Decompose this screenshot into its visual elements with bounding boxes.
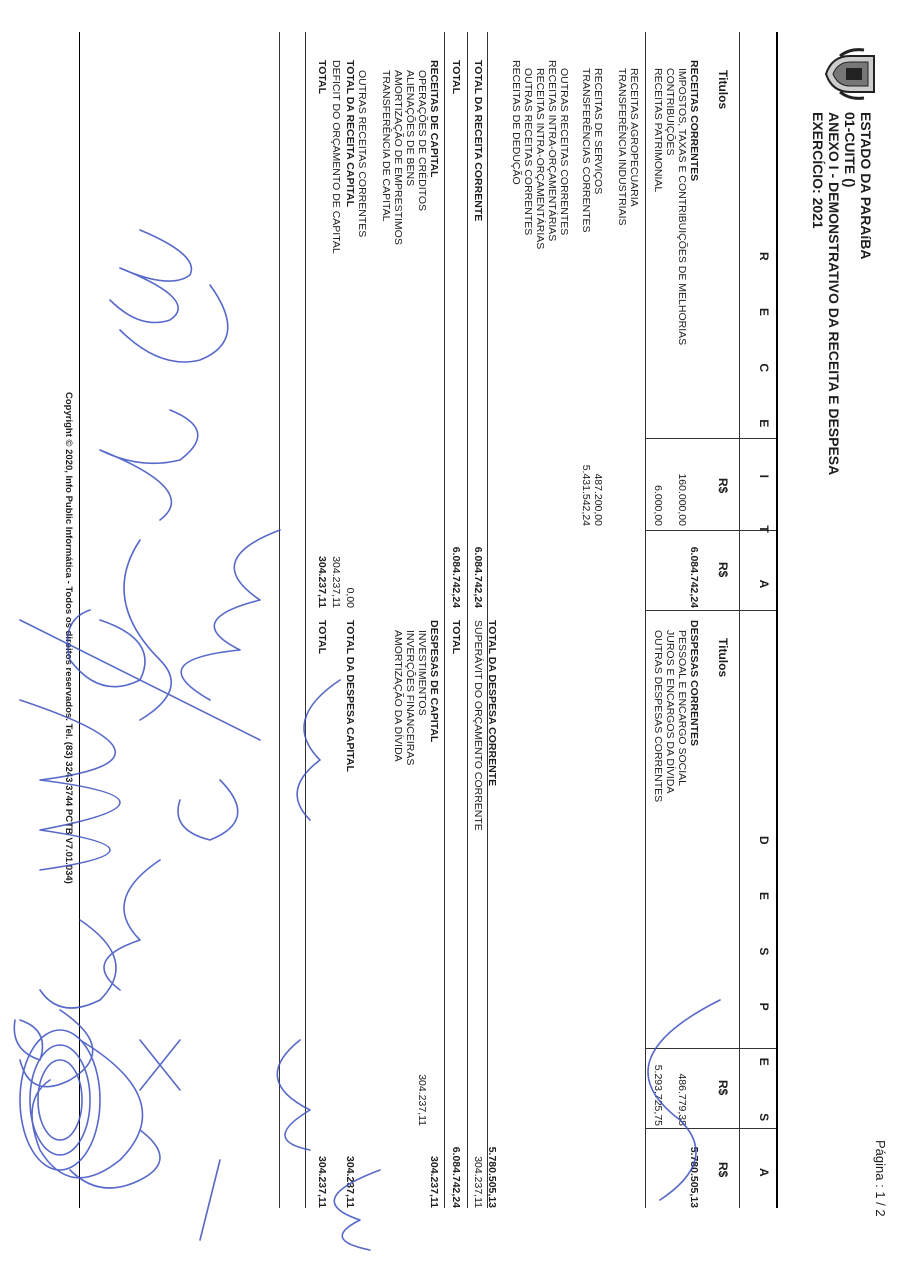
receita-row-label: RECEITAS PATRIMONIAL [652,68,664,193]
despesa-row-label: JUROS E ENCARGOS DA DÍVIDA [664,630,676,794]
receita-capital-label: TRANSFERÊNCIA DE CAPITAL [380,70,392,222]
page-label: Página : 1 / 2 [873,1140,888,1217]
despesa-superavit-value: 304.237,11 [472,1156,484,1208]
despesa-capital-label: INVESTIMENTOS [416,630,428,716]
despesa-total-capital-value: 304.237,11 [344,1156,356,1208]
receita-row-label: OUTRAS RECEITAS CORRENTES [522,68,534,236]
header-state: ESTADO DA PARAíBA [858,112,874,260]
receita-col-rs2: R$ [716,562,730,578]
despesa-row-label: DESPESAS CORRENTES [688,620,700,747]
despesa-capital-label: INVERÇÕES FINANCEIRAS [404,630,416,766]
receita-row-label: RECEITAS INTRA-ORÇAMENTÁRIAS [534,68,546,250]
receita-row-label: RECEITAS CORRENTES [688,60,700,182]
receita-col-titulos: Titulos [716,70,730,110]
receita-row-value: 487.200,00 [592,473,604,526]
receita-section-title: R E C E I T A [757,252,771,611]
receita-total-value: 6.084.742,24 [450,546,462,608]
receita-capital-label: ALIENAÇÕES DE BENS [404,70,416,187]
despesa-capital-value: 304.237,11 [428,1156,440,1208]
receita-total-corrente-label: TOTAL DA RECEITA CORRENTE [472,60,484,222]
despesa-row-label: OUTRAS DESPESAS CORRENTES [652,630,664,803]
receita-capital-label: OPERAÇÕES DE CRÉDITOS [416,70,428,212]
receita-row-label: RECEITAS AGROPECUARIA [628,68,640,207]
receita-row-value: 6.084.742,24 [688,546,700,608]
despesa-capital-label: AMORTIZAÇÃO DA DÍVIDA [392,630,404,762]
header-entity: 01-CUITE () [842,112,858,188]
despesa-total-label: TOTAL [450,620,462,655]
receita-row-label: TRANSFERÊNCIA INDUSTRIAIS [616,68,628,226]
receita-col-rs1: R$ [716,478,730,494]
receita-row-label: IMPOSTOS, TAXAS E CONTRIBUIÇÕES DE MELHORIAS [676,68,688,346]
despesa-row-label: PESSOAL E ENCARGO SOCIAL [676,630,688,786]
despesa-final-total-value: 304.237,11 [316,1156,328,1208]
receita-row-label: RECEITAS INTRA-ORÇAMENTÁRIAS [546,60,558,242]
header-annex: ANEXO I - DEMONSTRATIVO DA RECEITA E DESPESA [826,112,842,476]
receita-capital-label: DEFICIT DO ORÇAMENTO DE CAPITAL [330,60,342,254]
receita-capital-label: TOTAL DA RECEITA CAPITAL [344,60,356,207]
despesa-capital-label: DESPESAS DE CAPITAL [428,620,440,743]
despesa-total-capital-label: TOTAL DA DESPESA CAPITAL [344,620,356,772]
receita-capital-label: TOTAL [316,60,328,95]
receita-capital-value: 0,00 [344,587,356,608]
receita-row-value: 6.000,00 [652,485,664,526]
receita-row-label: CONTRIBUIÇÕES [664,68,676,156]
despesa-row-value: 5.780.505,13 [688,1146,700,1208]
receita-capital-value: 304.237,11 [330,556,342,608]
copyright-footer: Copyright © 2020, Info Public Informática - Todos os direitos reservados. Tel. (83) 3243 3744 PCTB V7.01.034) [63,392,74,884]
receita-row-label: OUTRAS RECEITAS CORRENTES [558,68,570,236]
receita-capital-label: OUTRAS RECEITAS CORRENTES [356,70,368,238]
receita-row-label: RECEITAS DE SERVIÇOS [592,68,604,195]
despesa-col-titulos: Titulos [716,638,730,678]
receita-capital-value: 304.237,11 [316,556,328,608]
despesa-col-rs2: R$ [716,1162,730,1178]
despesa-superavit-label: SUPERÁVIT DO ORÇAMENTO CORRENTE [472,620,484,831]
receita-row-value: 5.431.542,24 [580,464,592,526]
receita-total-label: TOTAL [450,60,462,95]
despesa-capital-value: 304.237,11 [416,1074,428,1126]
header-year: EXERCÍCIO: 2021 [810,112,826,229]
receita-total-corrente-value: 6.084.742,24 [472,546,484,608]
despesa-total-corrente-value: 5.780.505,13 [486,1146,498,1208]
receita-capital-label: RECEITAS DE CAPITAL [428,60,440,178]
despesa-row-value: 486.779,38 [676,1073,688,1126]
despesa-total-corrente-label: TOTAL DA DESPESA CORRENTE [486,620,498,787]
despesa-total-value: 6.084.742,24 [450,1146,462,1208]
despesa-row-value: 5.293.725,75 [652,1064,664,1126]
receita-capital-label: AMORTIZAÇÃO DE EMPRESTIMOS [392,70,404,245]
receita-row-label: TRANSFERÊNCIAS CORRENTES [580,68,592,233]
receita-row-label: RECEITAS DE DEDUÇÃO [510,60,522,185]
despesa-section-title: D E S P E S A [757,836,771,1199]
receita-row-value: 160.000,00 [676,473,688,526]
despesa-col-rs1: R$ [716,1080,730,1096]
despesa-final-total-label: TOTAL [316,620,328,655]
